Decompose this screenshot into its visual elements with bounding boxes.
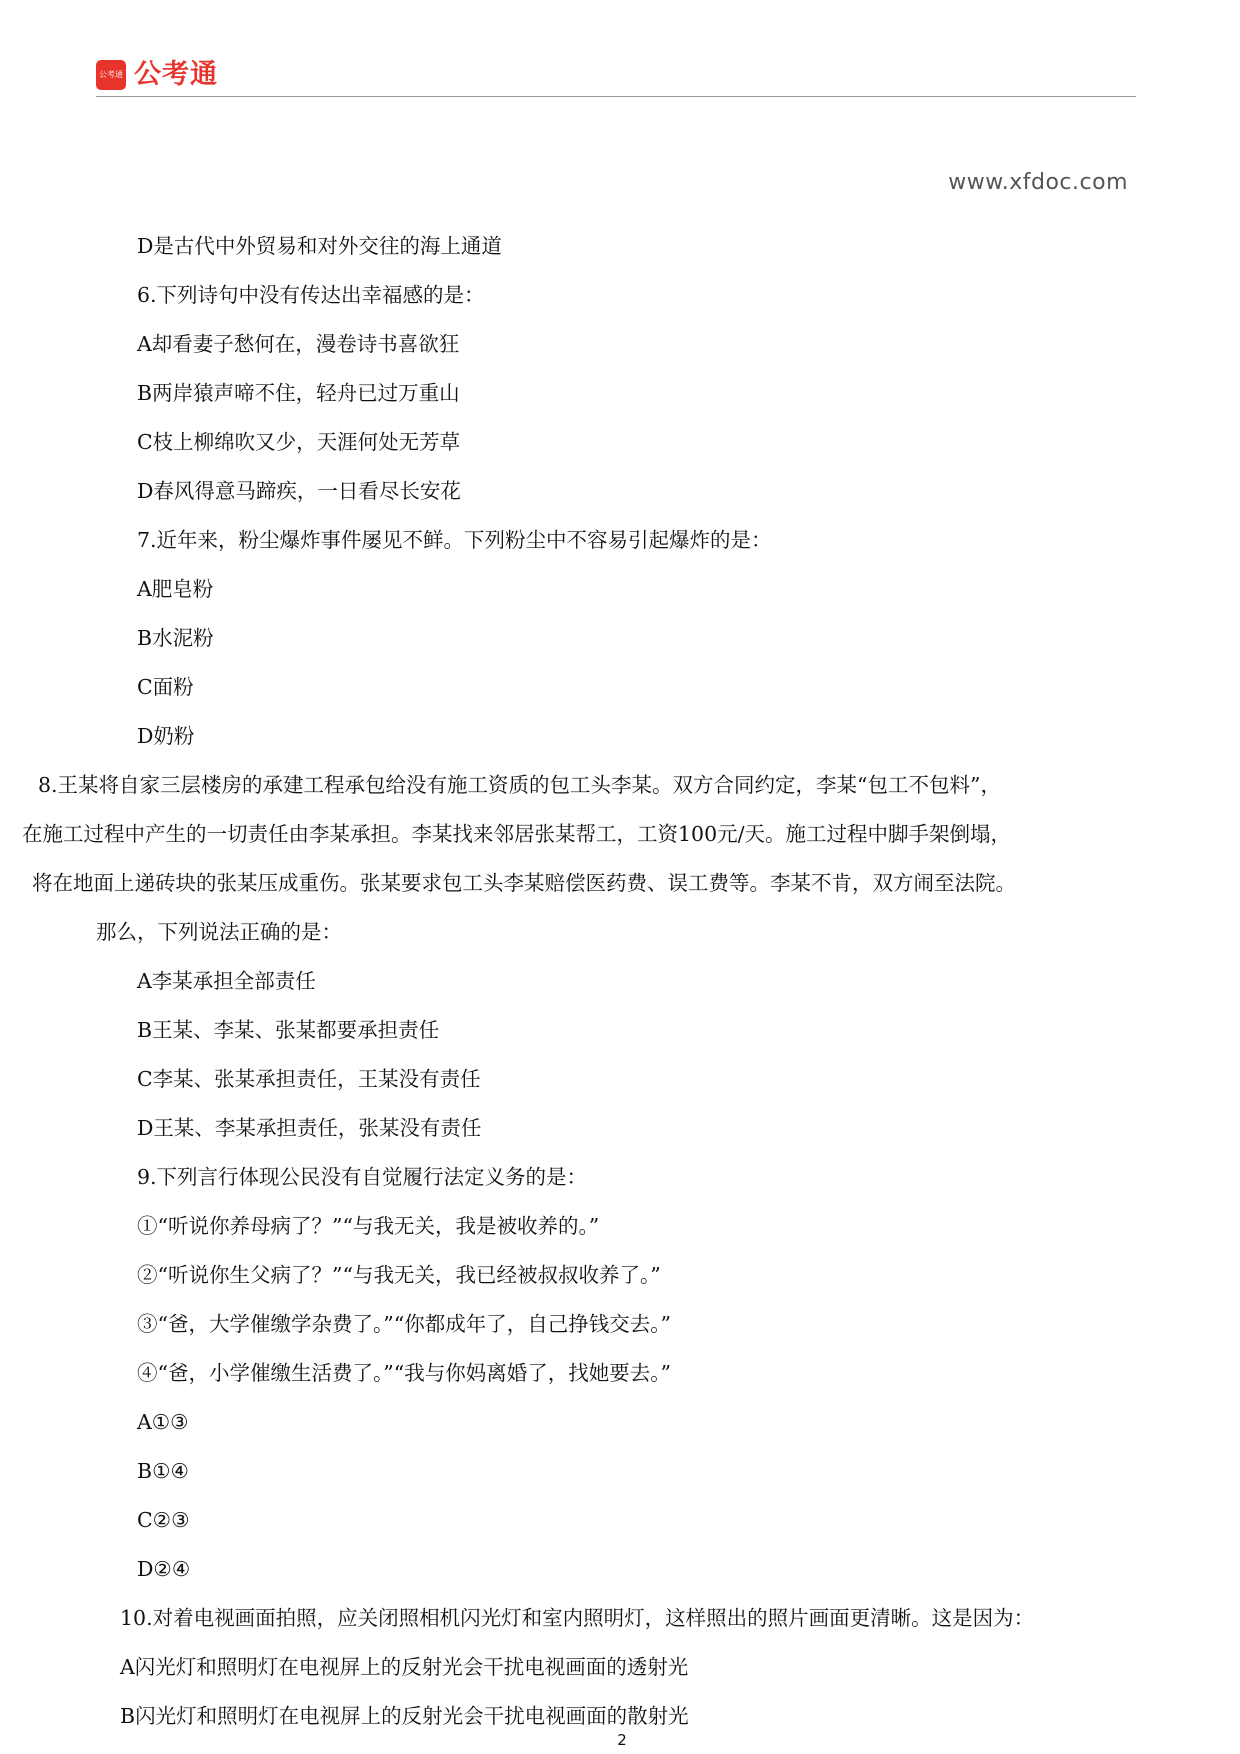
option-5d: D是古代中外贸易和对外交往的海上通道 [137,234,502,258]
logo-text: 公考通 [134,59,218,90]
watermark-url: www.xfdoc.com [948,170,1128,195]
page-number: 2 [617,1731,627,1749]
question-10: 10.对着电视画面拍照，应关闭照相机闪光灯和室内照明灯，这样照出的照片画面更清晰。这是因为： [120,1606,1035,1630]
option-6a: A却看妻子愁何在，漫卷诗书喜欲狂 [137,332,460,356]
option-9c: C②③ [137,1508,190,1532]
option-7c: C面粉 [137,675,194,699]
option-6c: C枝上柳绵吹又少，天涯何处无芳草 [137,430,461,454]
option-6d: D春风得意马蹄疾，一日看尽长安花 [137,479,461,503]
question-8-prompt: 那么，下列说法正确的是： [96,920,342,944]
option-10a: A闪光灯和照明灯在电视屏上的反射光会干扰电视画面的透射光 [120,1655,689,1679]
option-7b: B水泥粉 [137,626,214,650]
option-9d: D②④ [137,1557,191,1581]
option-8d: D王某、李某承担责任，张某没有责任 [137,1116,482,1140]
option-9b: B①④ [137,1459,189,1483]
statement-9-1: ①“听说你养母病了？”“与我无关，我是被收养的。” [137,1214,600,1238]
question-9: 9.下列言行体现公民没有自觉履行法定义务的是： [137,1165,588,1189]
question-8-line-3: 将在地面上递砖块的张某压成重伤。张某要求包工头李某赔偿医药费、误工费等。李某不肯，双方闹至法院。 [32,871,1016,895]
statement-9-3: ③“爸，大学催缴学杂费了。”“你都成年了，自己挣钱交去。” [137,1312,671,1336]
header-divider [96,96,1136,97]
option-6b: B两岸猿声啼不住，轻舟已过万重山 [137,381,460,405]
header [96,56,1136,98]
question-8-line-2: 在施工过程中产生的一切责任由李某承担。李某找来邻居张某帮工，工资100元/天。施工过程中脚手架倒塌， [22,822,1012,846]
question-7: 7.近年来，粉尘爆炸事件屡见不鲜。下列粉尘中不容易引起爆炸的是： [137,528,772,552]
option-7a: A肥皂粉 [137,577,214,601]
logo-badge: 公考通 [96,60,126,90]
option-7d: D奶粉 [137,724,195,748]
statement-9-2: ②“听说你生父病了？”“与我无关，我已经被叔叔收养了。” [137,1263,661,1287]
option-9a: A①③ [137,1410,189,1434]
question-6: 6.下列诗句中没有传达出幸福感的是： [137,283,485,307]
option-10b: B闪光灯和照明灯在电视屏上的反射光会干扰电视画面的散射光 [120,1704,689,1728]
statement-9-4: ④“爸，小学催缴生活费了。”“我与你妈离婚了，找她要去。” [137,1361,671,1385]
option-8a: A李某承担全部责任 [137,969,316,993]
option-8c: C李某、张某承担责任，王某没有责任 [137,1067,481,1091]
option-8b: B王某、李某、张某都要承担责任 [137,1018,440,1042]
question-8-line-1: 8.王某将自家三层楼房的承建工程承包给没有施工资质的包工头李某。双方合同约定，李某“包工不包料”， [38,773,1002,797]
